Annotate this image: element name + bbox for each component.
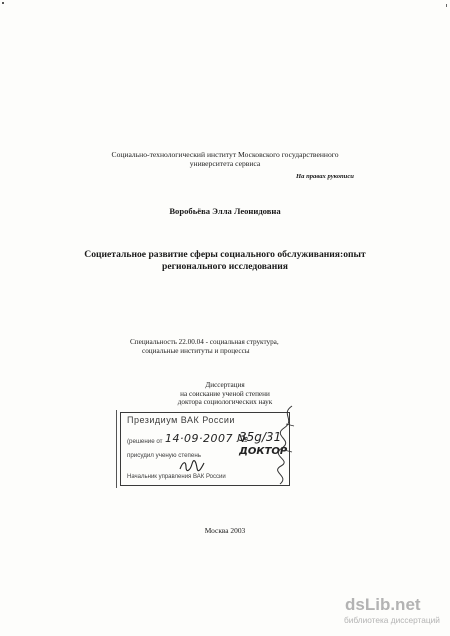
handwritten-number: 35g/31 [239,430,282,444]
rights-note: На правах рукописи [296,173,354,180]
specialty-block [130,338,330,356]
stamp-footer: Начальник управления ВАК России [127,474,226,480]
dissertation-line: доктора социологических наук [177,398,273,407]
scan-mark [446,4,447,7]
dissertation-block [100,381,350,407]
specialty-line: социальные институты и процессы [142,347,250,355]
vak-stamp [120,412,290,486]
handwritten-degree: ДОКТОР [239,446,288,457]
dslib-tagline: библиотека диссертаций [344,615,440,625]
dissertation-line: Диссертация [205,381,245,389]
institute-name: Социально-технологический институт Московского государственного университета сервиса [111,150,339,168]
stamp-decision: (решение от [127,438,163,445]
stamp-bracket [116,410,121,488]
dslib-watermark [345,596,445,625]
handwritten-date: 14·09·2007 № [165,432,249,445]
dissertation-title: Социетальное развитие сферы социального обслуживания:опыт регионального исследования [84,249,366,272]
vertical-signature-icon [272,404,300,488]
scan-mark [2,2,4,4]
stamp-header: Президиум ВАК России [127,415,235,425]
signature-icon [179,459,205,473]
author-name: Воробьёва Элла Леонидовна [169,206,281,216]
dissertation-line: на соискание ученой степени [180,389,270,398]
stamp-degree-label: присудил ученую степень [127,452,201,459]
city-year: Москва 2003 [204,526,246,535]
specialty-line: Специальность 22.00.04 - социальная структура, [130,338,279,346]
dslib-logo: dsLib.net [345,595,421,614]
